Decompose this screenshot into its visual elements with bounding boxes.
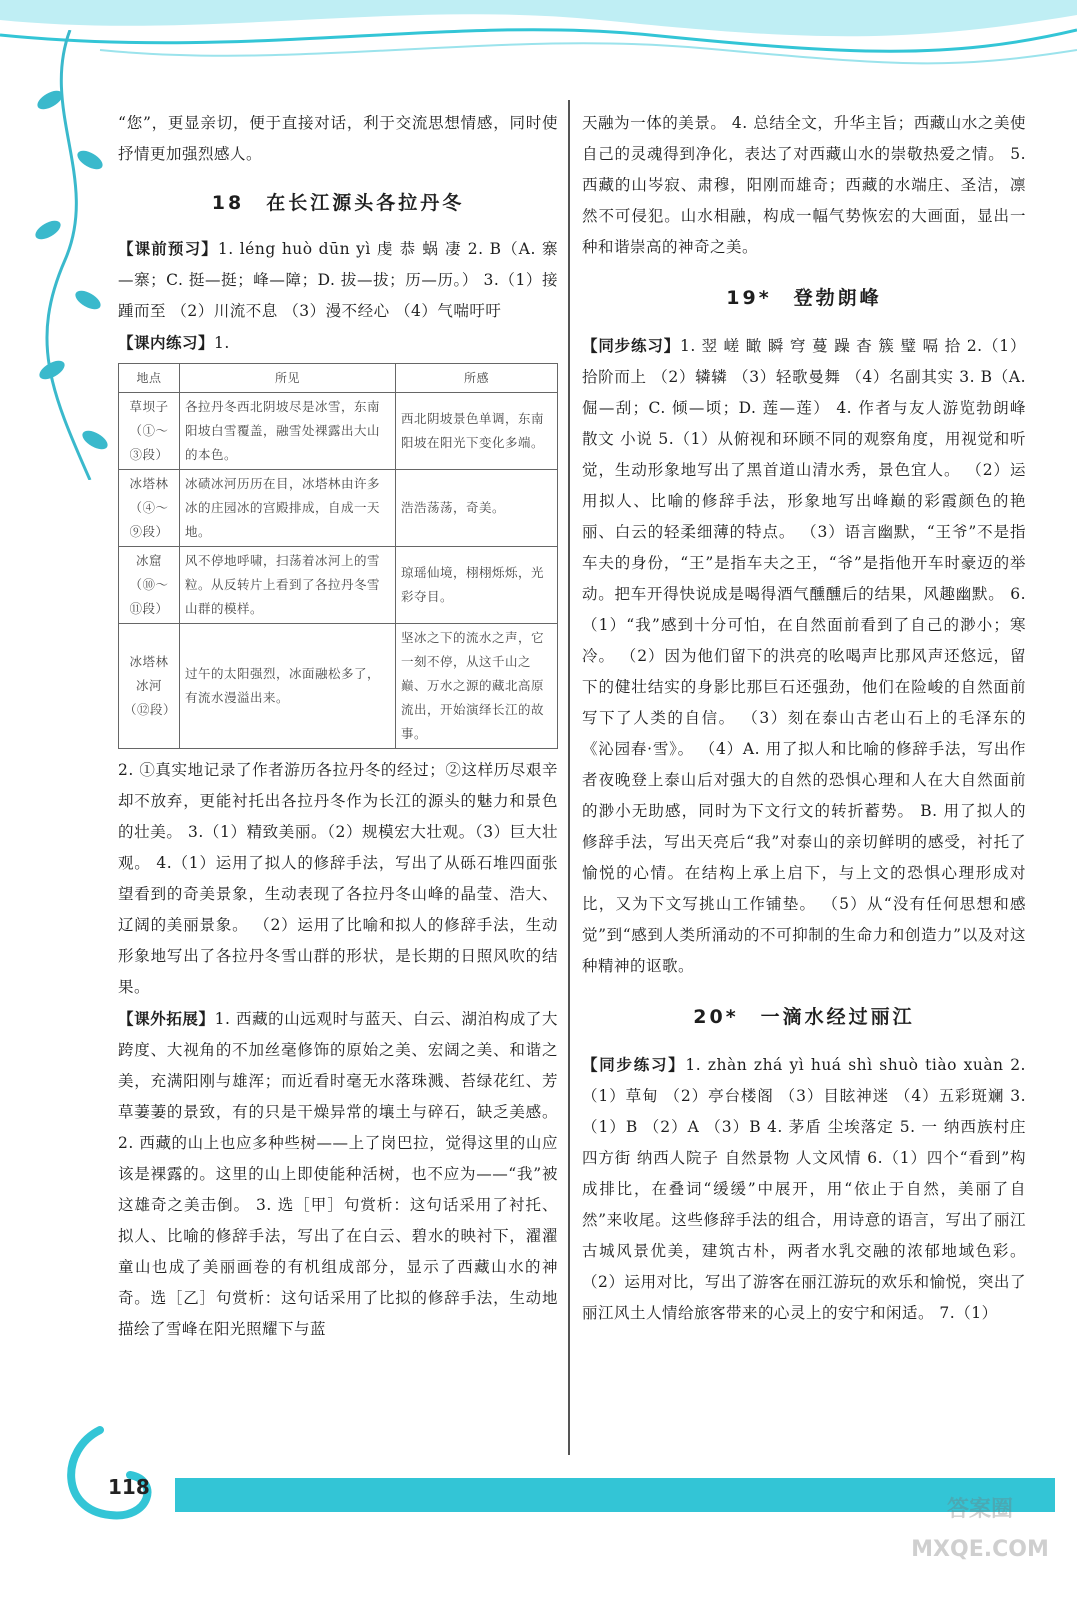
extension-tag: 【课外拓展】	[118, 1009, 215, 1028]
extension-text: 1. 西藏的山远观时与蓝天、白云、湖泊构成了大跨度、大视角的不加丝毫修饰的原始之美、宏阔之美、和谐之美，充满阳刚与雄浑；而近看时毫无水落珠溅、苔绿花红、芳草萋萋的景致，有的只是干燥异常的壤土与碎石，缺乏美感。 2. 西藏的山上也应多种些树——上了岗巴拉，觉得这里的山应该是裸露的。这里的山上即使能种活树，也不应为——“我”被这雄奇之美击倒。 3. 选［甲］句赏析：这句话采用了衬托、拟人、比喻的修辞手法，写出了在白云、碧水的映衬下，濯濯童山也成了美丽画卷的有机组成部分，显示了西藏山水的神奇。选［乙］句赏析：这句话采用了比拟的修辞手法，生动地描绘了雪峰在阳光照耀下与蓝	[118, 1010, 558, 1338]
table-cell-site: 冰窟（⑩～⑪段）	[119, 547, 180, 624]
continued-paragraph: 天融为一体的美景。 4. 总结全文，升华主旨；西藏山水之美使自己的灵魂得到净化，表达了对西藏山水的崇敬热爱之情。 5. 西藏的山岑寂、肃穆，阳刚而雄奇；西藏的水端庄、圣洁，凛然不可侵犯。山水相融，构成一幅气势恢宏的大画面，显出一种和谐崇高的神奇之美。	[582, 114, 1026, 256]
table-row	[119, 470, 558, 547]
lesson-20-title: 20* 一滴水经过丽江	[693, 1006, 915, 1028]
header-wave-decoration	[0, 0, 1077, 90]
right-column	[582, 108, 1026, 1329]
lesson-19-paragraph	[582, 330, 1026, 982]
table-cell-felt: 坚冰之下的流水之声，它一刻不停，从这千山之巅、万水之源的藏北高原流出，开始演绎长江的故事。	[396, 624, 558, 749]
table-cell-seen: 冰碛冰河历历在目，冰塔林由许多冰的庄园冰的宫殿排成，自成一天地。	[180, 470, 396, 547]
in-class-tag: 【课内练习】	[118, 333, 215, 352]
vine-decoration	[10, 30, 120, 480]
lesson-18-title: 18 在长江源头各拉丹冬	[211, 192, 465, 214]
watermark: 答案圈 MXQE.COM	[911, 1497, 1049, 1562]
lesson-20-paragraph	[582, 1049, 1026, 1329]
table-header: 所感	[396, 364, 558, 393]
intro-paragraph: “您”，更显亲切，便于直接对话，利于交流思想情感，同时使抒情更加强烈感人。	[118, 114, 558, 163]
table-cell-felt: 西北阴坡景色单调，东南阳坡在阳光下变化多端。	[396, 393, 558, 470]
table-cell-seen: 过午的太阳强烈，冰面融松多了，有流水漫溢出来。	[180, 624, 396, 749]
column-divider	[568, 100, 570, 1455]
after-table-paragraph: 2. ①真实地记录了作者游历各拉丹冬的经过；②这样历尽艰辛却不放弃，更能衬托出各拉丹冬作为长江的源头的魅力和景色的壮美。 3.（1）精致美丽。（2）规模宏大壮观。（3）巨大壮观。 4.（1）运用了拟人的修辞手法，写出了从砾石堆四面张望看到的奇美景象，生动表现了各拉丹冬山峰的晶莹、浩大、辽阔的美丽景象。 （2）运用了比喻和拟人的修辞手法，生动形象地写出了各拉丹冬雪山群的形状，是长期的日照风吹的结果。	[118, 761, 558, 996]
sync-practice-tag: 【同步练习】	[582, 336, 681, 355]
table-row	[119, 393, 558, 470]
table-cell-site: 草坝子（①～③段）	[119, 393, 180, 470]
lesson-20-text: 1. zhàn zhá yì huá shì shuò tiào xuàn 2.（1）草甸 （2）亭台楼阁 （3）目眩神迷 （4）五彩斑斓 3.（1）B （2）A （3）B 4. 茅盾 尘埃落定 5. 一 纳西族村庄 四方街 纳西人院子 自然景物 人文风情 6.（1）四个“看到”构成排比，在叠词“缓缓”中展开，用“依止于自然，美丽了自然”来收尾。这些修辞手法的组合，用诗意的语言，写出了丽江古城风景优美，建筑古朴，两者水乳交融的浓郁地域色彩。 （2）运用对比，写出了游客在丽江游玩的欢乐和愉悦，突出了丽江风土人情给旅客带来的心灵上的安宁和闲适。 7.（1）	[582, 1056, 1026, 1322]
table-row	[119, 624, 558, 749]
page-number: 118	[108, 1475, 150, 1499]
table-cell-seen: 风不停地呼啸，扫荡着冰河上的雪粒。从反转片上看到了各拉丹冬雪山群的模样。	[180, 547, 396, 624]
pre-study-tag: 【课前预习】	[118, 239, 218, 258]
in-class-text: 1.	[214, 334, 230, 352]
pre-study-text: 1. léng huò dūn yì 虔 恭 蜗 凄 2. B（A. 寨—寨；C. 挺—挺；峰—障；D. 拔—拔；历—历。） 3.（1）接踵而至 （2）川流不息 （3）漫不经心 （4）气喘吁吁	[118, 240, 558, 320]
table-cell-site: 冰塔林冰河（⑫段）	[119, 624, 180, 749]
table-header: 地点	[119, 364, 180, 393]
table-cell-felt: 琼瑶仙境，栩栩烁烁，光彩夺目。	[396, 547, 558, 624]
in-class-paragraph	[118, 327, 558, 359]
table-cell-seen: 各拉丹冬西北阴坡尽是冰雪，东南阳坡白雪覆盖，融雪处裸露出大山的本色。	[180, 393, 396, 470]
left-column	[118, 108, 558, 1345]
extension-paragraph	[118, 1003, 558, 1345]
table-header: 所见	[180, 364, 396, 393]
table-row	[119, 547, 558, 624]
table-cell-felt: 浩浩荡荡，奇美。	[396, 470, 558, 547]
lesson-19-title: 19* 登勃朗峰	[726, 287, 882, 309]
table-cell-site: 冰塔林（④～⑨段）	[119, 470, 180, 547]
sync-practice-tag: 【同步练习】	[582, 1055, 686, 1074]
lesson-19-text: 1. 翌 嵯 瞰 瞬 穹 蔓 躁 杳 簇 璧 嗝 拾 2.（1）拾阶而上 （2）辚辚 （3）轻歌曼舞 （4）名副其实 3. B（A. 倔—刮；C. 倾—顷；D. 莲—莲） 4. 作者与友人游览勃朗峰 散文 小说 5.（1）从俯视和环顾不同的观察角度，用视觉和听觉，生动形象地写出了黑首道山清水秀，景色宜人。 （2）运用拟人、比喻的修辞手法，形象地写出峰巅的彩霞颜色的艳丽、白云的轻柔细薄的特点。 （3）语言幽默，“王爷”不是指车夫的身份，“王”是指车夫之王，“爷”是指他开车时豪迈的举动。把车开得快说成是喝得酒气醺醺后的结果，风趣幽默。 6.（1）“我”感到十分可怕，在自然面前看到了自己的渺小；寒冷。 （2）因为他们留下的洪亮的吆喝声比那风声还悠远，留下的健壮结实的身影比那巨石还强劲，他们在险峻的自然面前写下了人类的自信。 （3）刻在泰山古老山石上的毛泽东的《沁园春·雪》。 （4）A. 用了拟人和比喻的修辞手法，写出作者夜晚登上泰山后对强大的自然的恐惧心理和人在大自然面前的渺小无助感，同时为下文行文的转折蓄势。 B. 用了拟人的修辞手法，写出天亮后“我”对泰山的亲切鲜明的感受，衬托了愉悦的心情。在结构上承上启下，与上文的恐惧心理形成对比，又为下文写挑山工作铺垫。 （5）从“没有任何思想和感觉”到“感到人类所涌动的不可抑制的生命力和创造力”以及对这种精神的讴歌。	[582, 337, 1026, 975]
pre-study-paragraph	[118, 233, 558, 327]
answer-table	[118, 363, 558, 749]
